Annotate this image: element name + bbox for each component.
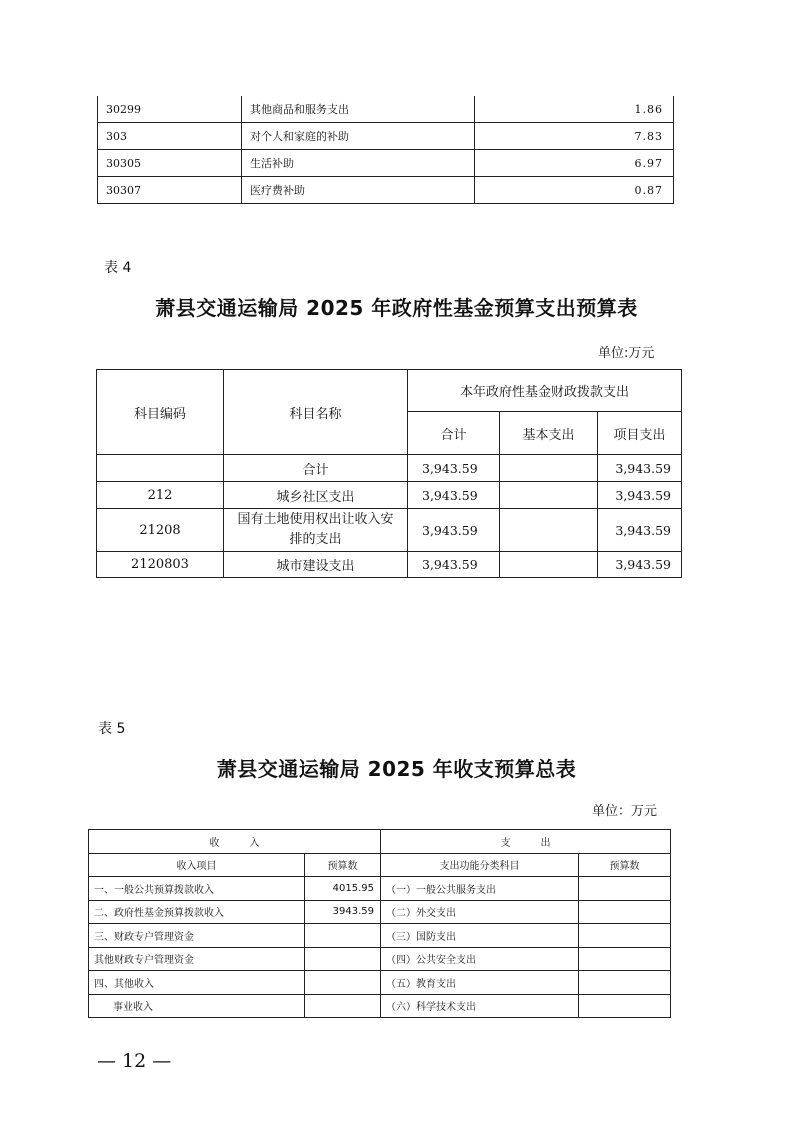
income-item: 四、其他收入 <box>89 971 305 995</box>
header-basic: 基本支出 <box>500 412 598 455</box>
row-total: 3,943.59 <box>408 552 500 578</box>
row-project: 3,943.59 <box>598 509 682 552</box>
expense-item: （一）一般公共服务支出 <box>381 877 579 901</box>
header-income-budget: 预算数 <box>305 853 381 877</box>
table4-unit: 单位:万元 <box>598 346 655 361</box>
header-name: 科目名称 <box>224 370 408 455</box>
table-row <box>97 455 682 482</box>
income-budget: 3943.59 <box>305 900 381 924</box>
expense-item: （五）教育支出 <box>381 971 579 995</box>
row-project: 3,943.59 <box>598 552 682 578</box>
table-header-row <box>89 853 671 877</box>
header-project: 项目支出 <box>598 412 682 455</box>
row-basic <box>500 552 598 578</box>
table-row <box>89 900 671 924</box>
row-basic <box>500 455 598 482</box>
income-budget <box>305 924 381 948</box>
expenditure-detail-table-continued <box>97 96 674 204</box>
expense-item: （三）国防支出 <box>381 924 579 948</box>
header-fund-group: 本年政府性基金财政拨款支出 <box>408 370 682 412</box>
row-amount: 0.87 <box>475 177 674 204</box>
row-name: 国有土地使用权出让收入安排的支出 <box>224 509 408 552</box>
income-budget: 4015.95 <box>305 877 381 901</box>
table-row <box>89 994 671 1018</box>
row-basic <box>500 482 598 509</box>
income-budget <box>305 994 381 1018</box>
header-total: 合计 <box>408 412 500 455</box>
table5-title: 萧县交通运输局 2025 年收支预算总表 <box>216 757 577 781</box>
row-total: 3,943.59 <box>408 482 500 509</box>
header-expense-item: 支出功能分类科目 <box>381 853 579 877</box>
table-header-row <box>89 830 671 854</box>
row-name: 城乡社区支出 <box>224 482 408 509</box>
table4-title: 萧县交通运输局 2025 年政府性基金预算支出预算表 <box>155 296 638 320</box>
row-code: 303 <box>98 123 242 150</box>
expense-item: （二）外交支出 <box>381 900 579 924</box>
table-row <box>98 96 674 123</box>
row-code: 30299 <box>98 96 242 123</box>
table5-unit: 单位：万元 <box>592 804 658 819</box>
row-name: 合计 <box>224 455 408 482</box>
row-name: 生活补助 <box>242 150 475 177</box>
expense-budget <box>579 947 671 971</box>
table-row <box>89 924 671 948</box>
income-item: 其他财政专户管理资金 <box>89 947 305 971</box>
table-row <box>89 877 671 901</box>
table-row <box>97 552 682 578</box>
row-amount: 1.86 <box>475 96 674 123</box>
row-code: 2120803 <box>97 552 224 578</box>
income-expenditure-summary-table <box>88 829 671 1018</box>
table-header-row <box>97 370 682 412</box>
expense-item: （四）公共安全支出 <box>381 947 579 971</box>
expense-budget <box>579 900 671 924</box>
expense-item: （六）科学技术支出 <box>381 994 579 1018</box>
header-income-item: 收入项目 <box>89 853 305 877</box>
expense-budget <box>579 994 671 1018</box>
row-code: 212 <box>97 482 224 509</box>
income-item: 三、财政专户管理资金 <box>89 924 305 948</box>
income-item: 二、政府性基金预算拨款收入 <box>89 900 305 924</box>
row-code: 30307 <box>98 177 242 204</box>
income-budget <box>305 971 381 995</box>
government-fund-expenditure-table <box>96 369 682 578</box>
row-total: 3,943.59 <box>408 509 500 552</box>
row-total: 3,943.59 <box>408 455 500 482</box>
row-project: 3,943.59 <box>598 455 682 482</box>
header-income: 收 入 <box>89 830 381 854</box>
table5-label: 表 5 <box>98 721 126 737</box>
row-code <box>97 455 224 482</box>
row-code: 30305 <box>98 150 242 177</box>
expense-budget <box>579 877 671 901</box>
row-amount: 7.83 <box>475 123 674 150</box>
row-amount: 6.97 <box>475 150 674 177</box>
table-row <box>89 971 671 995</box>
table-row <box>98 123 674 150</box>
row-basic <box>500 509 598 552</box>
table-row <box>97 509 682 552</box>
table-row <box>98 177 674 204</box>
table-row <box>97 482 682 509</box>
header-code: 科目编码 <box>97 370 224 455</box>
row-name: 城市建设支出 <box>224 552 408 578</box>
income-budget <box>305 947 381 971</box>
income-item: 一、一般公共预算拨款收入 <box>89 877 305 901</box>
table-row <box>98 150 674 177</box>
header-expense: 支 出 <box>381 830 671 854</box>
expense-budget <box>579 971 671 995</box>
page-number: — 12 — <box>97 1050 172 1072</box>
row-project: 3,943.59 <box>598 482 682 509</box>
table-row <box>89 947 671 971</box>
table4-label: 表 4 <box>104 260 132 276</box>
row-code: 21208 <box>97 509 224 552</box>
row-name: 其他商品和服务支出 <box>242 96 475 123</box>
expense-budget <box>579 924 671 948</box>
row-name: 医疗费补助 <box>242 177 475 204</box>
row-name: 对个人和家庭的补助 <box>242 123 475 150</box>
income-item: 事业收入 <box>89 994 305 1018</box>
header-expense-budget: 预算数 <box>579 853 671 877</box>
